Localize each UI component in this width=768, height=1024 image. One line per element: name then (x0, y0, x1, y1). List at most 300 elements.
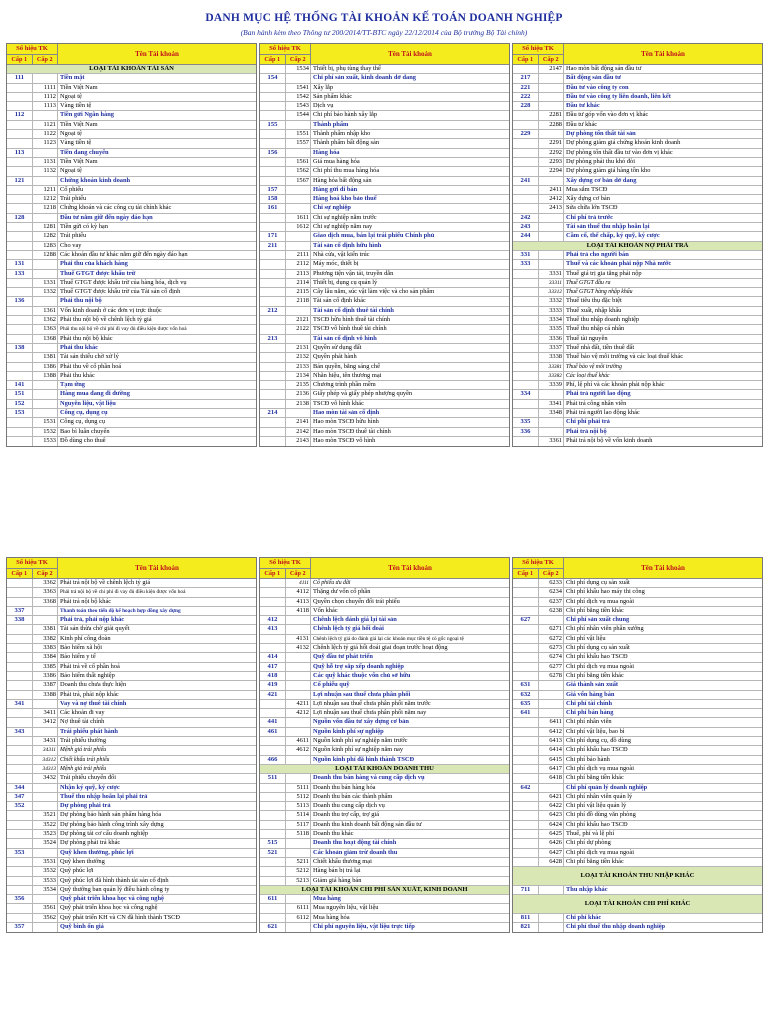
level2-code: 4113 (286, 598, 311, 606)
account-row-level2 (513, 139, 762, 148)
account-row-level1 (260, 774, 509, 783)
level2-code: 3362 (33, 579, 58, 587)
account-row-level1 (260, 691, 509, 700)
account-name: Giá vốn hàng bán (566, 690, 615, 698)
level2-code (286, 774, 311, 782)
account-name: Các loại thuế khác (566, 372, 610, 379)
level2-code: 1282 (33, 232, 58, 240)
account-row-level2 (7, 232, 256, 241)
level2-code: 1283 (33, 242, 58, 250)
level1-code: 357 (7, 923, 33, 932)
level2-code: 3532 (33, 867, 58, 875)
header-level-row (513, 55, 563, 65)
level1-code: 112 (7, 111, 33, 119)
account-name: Thuế và các khoản phải nộp Nhà nước (566, 260, 672, 268)
account-row-level1 (513, 130, 762, 139)
account-name: Chi phí bằng tiền khác (566, 857, 624, 865)
level2-code (286, 204, 311, 212)
account-name: Quỹ khen thưởng, phúc lợi (60, 848, 134, 856)
account-name: Chương trình phần mềm (313, 381, 376, 389)
level2-code: 1281 (33, 223, 58, 231)
level1-code (7, 288, 33, 296)
level2-code (539, 102, 564, 110)
level1-code (260, 867, 286, 875)
level1-code (7, 644, 33, 652)
level1-code: 811 (513, 914, 539, 922)
account-row-level2 (7, 279, 256, 288)
account-name: Công cụ, dụng cụ (60, 418, 106, 426)
section-title: LOẠI TÀI KHOẢN TÀI SẢN (89, 65, 174, 72)
account-name: Doanh thu chưa thực hiện (60, 681, 127, 689)
level1-code: 121 (7, 177, 33, 185)
account-name: Ngoại tệ (60, 130, 82, 138)
level1-code: 138 (7, 344, 33, 352)
account-table-panel-1 (6, 43, 257, 447)
account-name: Thành phẩm (313, 120, 349, 128)
account-name: Lợi nhuận sau thuế chưa phân phối năm trước (313, 699, 431, 707)
level2-code (286, 335, 311, 343)
level2-code (539, 784, 564, 792)
level1-code (260, 288, 286, 296)
account-name: Cổ phiếu quỹ (313, 681, 350, 689)
account-row-level2 (513, 625, 762, 634)
section-title: LOẠI TÀI KHOẢN CHI PHÍ KHÁC (584, 900, 691, 908)
account-name: Phải trả người lao động (566, 390, 631, 398)
level1-code: 158 (260, 195, 286, 203)
level2-code (539, 709, 564, 717)
account-row-level1 (260, 186, 509, 195)
account-row-level2 (7, 316, 256, 325)
account-row-level2 (7, 158, 256, 167)
account-row-level2 (7, 644, 256, 653)
account-row-level2 (7, 830, 256, 839)
account-name: Nguồn kinh phí sự nghiệp năm trước (313, 737, 408, 745)
level2-code: 6425 (539, 830, 564, 838)
level2-code: 1368 (33, 335, 58, 343)
level2-code (539, 214, 564, 222)
level2-code (286, 149, 311, 157)
level2-code: 6417 (539, 765, 564, 773)
level1-code (7, 102, 33, 110)
level1-code (7, 904, 33, 912)
account-name: Nhãn hiệu, tên thương mại (313, 371, 382, 379)
level1-code (7, 886, 33, 894)
level1-code: 413 (260, 625, 286, 633)
level1-code (260, 858, 286, 866)
account-name: Phải trả nội bộ (566, 427, 607, 435)
level2-code: 2147 (539, 65, 564, 73)
level1-code: 631 (513, 681, 539, 689)
account-row-level2 (7, 821, 256, 830)
level1-code (260, 877, 286, 885)
account-row-level2 (260, 904, 509, 913)
level1-code (260, 644, 286, 652)
account-name: Phải trả nội bộ về chi phí đi vay đủ điều kiện được vốn hoá (60, 589, 186, 596)
level2-code (33, 390, 58, 398)
level1-code (513, 400, 539, 408)
account-row-level1 (7, 260, 256, 269)
account-name: Hao mòn TSCĐ thuê tài chính (313, 427, 391, 435)
account-name: Tiền Việt Nam (60, 120, 98, 128)
level2-code (286, 663, 311, 671)
account-name: Tài sản cố định hữu hình (313, 241, 382, 249)
account-name: Tiền Việt Nam (60, 157, 98, 165)
account-name: Phải trả công nhân viên (566, 399, 627, 407)
account-name: Bảo hiểm thất nghiệp (60, 671, 115, 679)
account-row-level2 (260, 877, 509, 886)
level1-code: 131 (7, 260, 33, 268)
account-row-level1 (260, 335, 509, 344)
account-name: Nguồn kinh phí sự nghiệp (313, 727, 384, 735)
level2-code (539, 177, 564, 185)
level2-code: 2121 (286, 316, 311, 324)
account-name: Chi phí vật liệu, bao bì (566, 727, 625, 735)
account-row-level2 (260, 858, 509, 867)
account-table-panel-5 (259, 557, 510, 933)
account-name: Trái phiếu (60, 232, 87, 240)
level2-code: 2115 (286, 288, 311, 296)
account-name: Lợi nhuận sau thuế chưa phân phối năm nay (313, 709, 427, 717)
account-name: Tiền gửi có kỳ hạn (60, 223, 108, 231)
level2-code: 1111 (33, 84, 58, 92)
account-name: Mua sắm TSCĐ (566, 185, 608, 193)
account-row-level1 (7, 728, 256, 737)
level1-code (260, 270, 286, 278)
account-name: Bất động sản đầu tư (566, 74, 621, 82)
level2-code: 3534 (33, 886, 58, 894)
level2-code (539, 84, 564, 92)
account-name: Chi phí tài chính (566, 699, 612, 707)
level1-code: 111 (7, 74, 33, 82)
account-name: Chi phí dự phòng (566, 839, 611, 847)
level2-code: 3522 (33, 821, 58, 829)
level2-code (286, 691, 311, 699)
account-name: Chi phí sản xuất chung (566, 616, 630, 624)
level2-code (33, 802, 58, 810)
level1-code (260, 130, 286, 138)
level2-code: 3385 (33, 663, 58, 671)
account-row-level2 (260, 102, 509, 111)
account-name: Chi phí khấu hao máy thi công (566, 588, 645, 596)
account-name: Dự phòng bảo hành công trình xây dựng (60, 820, 164, 828)
account-row-level2 (7, 121, 256, 130)
level1-code (513, 765, 539, 773)
account-table-panel-3 (512, 43, 763, 447)
account-row-level2 (513, 839, 762, 848)
level2-code (33, 74, 58, 82)
account-table-panel-2 (259, 43, 510, 447)
level1-code (513, 353, 539, 361)
account-name: Phải thu nội bộ về chi phí đi vay đủ điều kiện được vốn hoá (60, 326, 187, 333)
account-name: Thuế GTGT được khấu trừ của hàng hóa, dịch vụ (60, 278, 187, 286)
account-row-level2 (260, 111, 509, 120)
header-level-row (513, 569, 563, 579)
level2-code: 1331 (33, 279, 58, 287)
level1-code (513, 839, 539, 847)
account-name: Cổ phiếu ưu đãi (313, 580, 351, 586)
level1-code (260, 353, 286, 361)
level1-code (260, 802, 286, 810)
account-row-level2 (513, 335, 762, 344)
account-name: Phải trả, phải nộp khác (60, 690, 119, 698)
level1-code (7, 839, 33, 847)
account-row-level2 (513, 316, 762, 325)
level2-code: 1544 (286, 111, 311, 119)
account-row-level2 (260, 390, 509, 399)
account-row-level2 (7, 102, 256, 111)
level1-code: 511 (260, 774, 286, 782)
level2-code: 6414 (539, 746, 564, 754)
level2-code: 1132 (33, 167, 58, 175)
account-name: Chi phí dịch vụ mua ngoài (566, 597, 634, 605)
section-header-row (260, 886, 509, 895)
account-name: Tài sản thiếu chờ xử lý (60, 353, 119, 361)
level1-code (513, 409, 539, 417)
level1-code (7, 307, 33, 315)
level2-code: 4132 (286, 644, 311, 652)
account-name: Tạm ứng (60, 381, 85, 389)
account-name: Đầu tư góp vốn vào đơn vị khác (566, 111, 649, 119)
section-header-row (513, 895, 762, 914)
account-row-level2 (513, 307, 762, 316)
level1-code (260, 784, 286, 792)
account-name: Hao mòn bất động sản đầu tư (566, 65, 642, 72)
account-row-level1 (513, 177, 762, 186)
level1-code (7, 204, 33, 212)
account-row-level2 (260, 65, 509, 74)
account-name: Mệnh giá trái phiếu (60, 747, 107, 754)
level2-code: 33382 (539, 372, 564, 380)
account-name: Tiền đang chuyển (60, 148, 109, 156)
account-row-level2 (7, 93, 256, 102)
level1-code: 337 (7, 607, 33, 615)
account-row-level2 (7, 737, 256, 746)
level1-code (513, 774, 539, 782)
level1-code (260, 93, 286, 101)
account-row-level1 (513, 418, 762, 427)
account-row-level1 (260, 895, 509, 904)
level2-code: 1534 (286, 65, 311, 73)
level2-code (539, 232, 564, 240)
level1-code (513, 372, 539, 380)
header-account-code-group (260, 558, 311, 578)
level1-code: 414 (260, 653, 286, 661)
level2-code: 1562 (286, 167, 311, 175)
account-name: Phải thu nội bộ về chênh lệch tỷ giá (60, 316, 152, 324)
level1-code (260, 400, 286, 408)
level1-code (260, 158, 286, 166)
level1-code (513, 821, 539, 829)
table-header (7, 558, 256, 579)
account-name: Tiền gửi Ngân hàng (60, 111, 114, 119)
level2-code: 3387 (33, 681, 58, 689)
level2-code: 2293 (539, 158, 564, 166)
level2-code (33, 728, 58, 736)
account-name: Vay và nợ thuê tài chính (60, 699, 127, 707)
level1-code (260, 914, 286, 922)
account-row-level2 (513, 288, 762, 297)
account-row-level2 (7, 186, 256, 195)
account-name: Tài sản thuế thu nhập hoãn lại (566, 223, 650, 231)
level1-code: 642 (513, 784, 539, 792)
table-header (7, 44, 256, 65)
level1-code (513, 204, 539, 212)
account-row-level2 (513, 598, 762, 607)
level1-code (513, 111, 539, 119)
account-row-level2 (7, 877, 256, 886)
level2-code (33, 400, 58, 408)
account-name: Nhận ký quỹ, ký cược (60, 783, 120, 791)
level2-code: 2111 (286, 251, 311, 259)
account-name: Nguyên liệu, vật liệu (60, 399, 116, 407)
account-name: Sản phẩm khác (313, 92, 353, 100)
level2-code: 6112 (286, 914, 311, 922)
level1-code: 344 (7, 784, 33, 792)
level2-code: 1218 (33, 204, 58, 212)
account-name: Chi phí dụng cụ sản xuất (566, 579, 630, 586)
level1-code: 515 (260, 839, 286, 847)
level2-code: 1561 (286, 158, 311, 166)
level1-code (7, 672, 33, 680)
section-header-row (7, 65, 256, 74)
level2-code (539, 390, 564, 398)
account-row-level1 (7, 297, 256, 306)
level1-code (260, 746, 286, 754)
level1-code (7, 335, 33, 343)
account-name: Mua hàng hóa (313, 913, 350, 921)
header-cap1: Cấp 1 (260, 55, 286, 65)
account-name: Dự phòng giảm giá hàng tồn kho (566, 167, 651, 175)
header-account-name: Tên Tài khoản (135, 564, 179, 572)
account-name: Thuế bảo vệ môi trường và các loại thuế khác (566, 353, 684, 361)
level2-code: 6273 (539, 644, 564, 652)
account-row-level1 (513, 102, 762, 111)
account-row-level2 (7, 886, 256, 895)
level2-code: 2142 (286, 428, 311, 436)
account-row-level2 (7, 598, 256, 607)
account-row-level2 (513, 718, 762, 727)
level2-code: 1386 (33, 363, 58, 371)
account-row-level2 (513, 121, 762, 130)
level2-code (33, 149, 58, 157)
level2-code: 1532 (33, 428, 58, 436)
level1-code (260, 607, 286, 615)
account-name: Các khoản giảm trừ doanh thu (313, 848, 398, 856)
header-account-name: Tên Tài khoản (135, 50, 179, 58)
account-row-level2 (513, 830, 762, 839)
account-row-level2 (260, 223, 509, 232)
account-name: Hao mòn tài sản cố định (313, 408, 380, 416)
account-name: Phải thu nội bộ khác (60, 334, 113, 342)
account-name: Thu nhập khác (566, 885, 608, 893)
account-row-level2 (513, 672, 762, 681)
account-row-level2 (260, 746, 509, 755)
level1-code (513, 270, 539, 278)
level1-code (7, 598, 33, 606)
level1-code (260, 598, 286, 606)
level1-code (260, 363, 286, 371)
level1-code (260, 830, 286, 838)
level1-code (513, 811, 539, 819)
account-row-level2 (7, 663, 256, 672)
account-name: Chi phí thu mua hàng hóa (313, 167, 380, 175)
level2-code (33, 923, 58, 932)
header-so-hieu: Số hiệu TK (260, 558, 310, 569)
account-name: Chi phí khấu hao TSCĐ (566, 653, 628, 661)
account-name: Phí, lệ phí và các khoản phải nộp khác (566, 381, 665, 389)
account-name: Chi phí trả trước (566, 213, 613, 221)
level2-code: 1123 (33, 139, 58, 147)
account-name: Chi phí khấu hao TSCĐ (566, 746, 628, 754)
account-row-level2 (7, 904, 256, 913)
account-name: Chứng khoán kinh doanh (60, 176, 131, 184)
level2-code: 3384 (33, 653, 58, 661)
account-name: Chênh lệch đánh giá lại tài sản (313, 616, 397, 624)
account-name: Dự phòng giảm giá chứng khoán kinh doanh (566, 139, 681, 147)
level2-code: 1212 (33, 195, 58, 203)
level1-code (7, 635, 33, 643)
level1-code: 641 (513, 709, 539, 717)
account-row-level2 (260, 607, 509, 616)
account-row-level2 (260, 867, 509, 876)
account-name: Doanh thu cung cấp dịch vụ (313, 802, 385, 810)
account-name: Chi phí bán hàng (566, 709, 614, 717)
account-row-level2 (7, 765, 256, 774)
level1-code (7, 279, 33, 287)
account-name: Thuế GTGT được khấu trừ của Tài sản cố định (60, 288, 181, 296)
level1-code (513, 363, 539, 371)
account-row-level1 (7, 149, 256, 158)
level1-code (7, 93, 33, 101)
level2-code: 3382 (33, 635, 58, 643)
level2-code (539, 428, 564, 436)
account-row-level2 (260, 279, 509, 288)
level1-code (513, 139, 539, 147)
level1-code (7, 653, 33, 661)
account-row-level1 (513, 709, 762, 718)
account-name: Doanh thu bán hàng hóa (313, 783, 376, 791)
level1-code: 113 (7, 149, 33, 157)
account-name: Phải thu khác (60, 371, 95, 379)
level2-code (33, 111, 58, 119)
account-row-level1 (7, 607, 256, 616)
level1-code (7, 139, 33, 147)
account-name: Ngoại tệ (60, 167, 82, 175)
account-row-level1 (7, 400, 256, 409)
table-header (260, 558, 509, 579)
account-name: Máy móc, thiết bị (313, 260, 359, 268)
level2-code: 1112 (33, 93, 58, 101)
level2-code: 5211 (286, 858, 311, 866)
level2-code: 6415 (539, 756, 564, 764)
level1-code (513, 635, 539, 643)
account-name: Thuế, phí và lệ phí (566, 830, 615, 838)
account-name: Thành phẩm bất động sản (313, 139, 380, 147)
level1-code: 212 (260, 307, 286, 315)
account-name: Phải thu về cổ phần hoá (60, 362, 122, 370)
level2-code: 1567 (286, 177, 311, 185)
level2-code: 3411 (33, 709, 58, 717)
account-name: Các khoản đi vay (60, 709, 105, 717)
level1-code: 128 (7, 214, 33, 222)
account-name: Tiền Việt Nam (60, 83, 98, 91)
level1-code (260, 381, 286, 389)
level1-code (513, 746, 539, 754)
level1-code: 341 (7, 700, 33, 708)
account-name: Giảm giá hàng bán (313, 876, 362, 884)
level2-code (539, 223, 564, 231)
level1-code (260, 214, 286, 222)
